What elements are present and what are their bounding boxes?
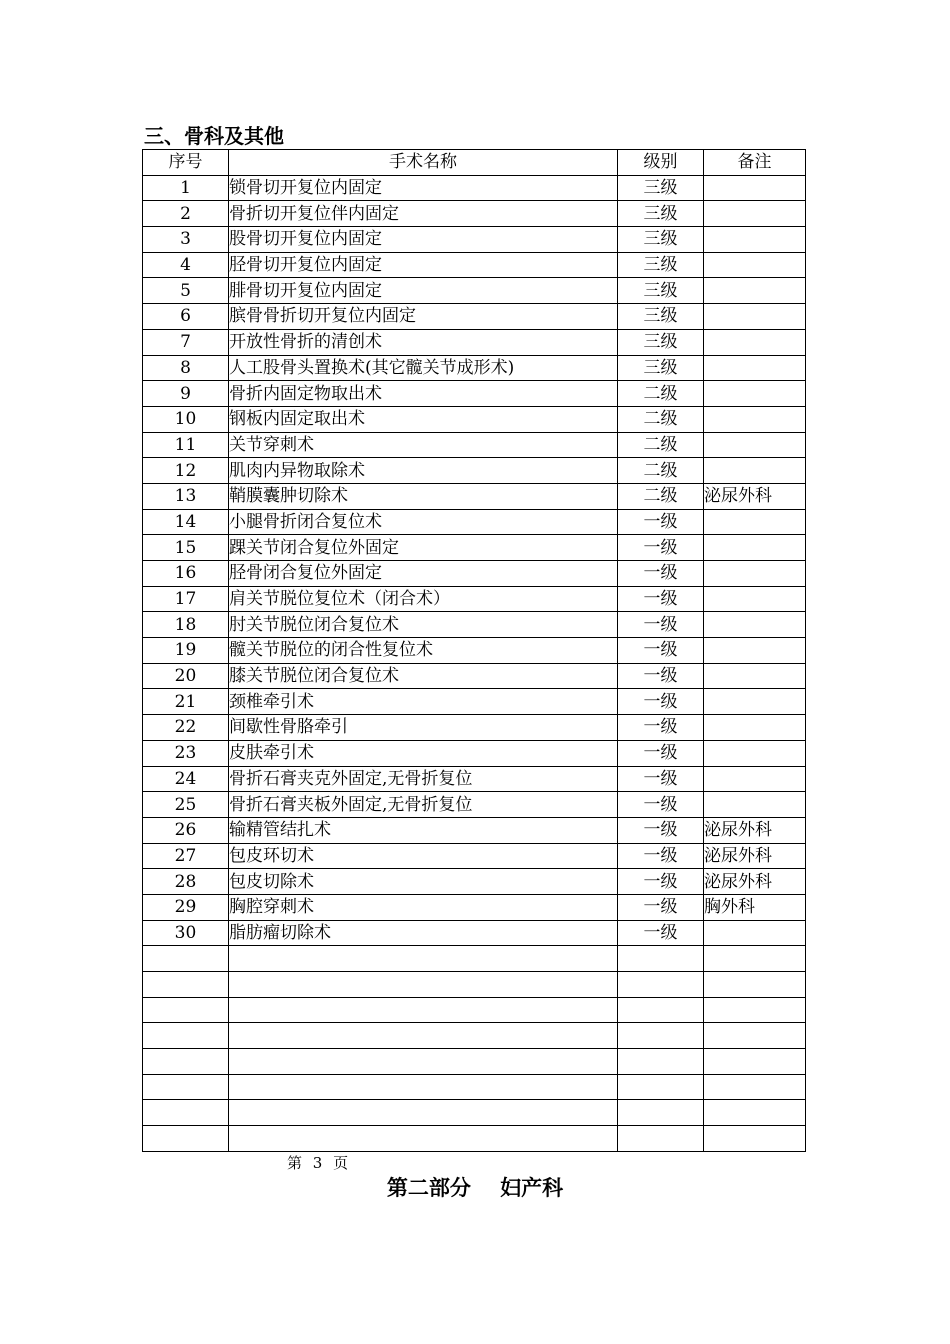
surgery-table [142, 149, 806, 1152]
table-row [143, 869, 806, 895]
table-row [143, 329, 806, 355]
cell-name: 胸腔穿刺术 [229, 894, 618, 920]
cell-no: 2 [143, 201, 229, 227]
table-row [143, 483, 806, 509]
cell-name: 皮肤牵引术 [229, 740, 618, 766]
cell-name: 人工股骨头置换术(其它髋关节成形术) [229, 355, 618, 381]
cell-level: 三级 [618, 329, 704, 355]
cell-name: 包皮环切术 [229, 843, 618, 869]
cell-no: 17 [143, 586, 229, 612]
cell-level: 一级 [618, 561, 704, 587]
cell-no [143, 1023, 229, 1049]
cell-name [229, 1074, 618, 1100]
cell-no: 21 [143, 689, 229, 715]
cell-no: 24 [143, 766, 229, 792]
cell-level: 一级 [618, 740, 704, 766]
cell-name: 颈椎牵引术 [229, 689, 618, 715]
cell-level: 一级 [618, 869, 704, 895]
table-row [143, 843, 806, 869]
cell-note: 泌尿外科 [704, 869, 806, 895]
cell-level: 一级 [618, 766, 704, 792]
cell-level: 一级 [618, 689, 704, 715]
cell-note [704, 175, 806, 201]
table-row [143, 740, 806, 766]
header-level: 级别 [618, 150, 704, 176]
cell-level [618, 946, 704, 972]
table-row [143, 946, 806, 972]
cell-name: 肌肉内异物取除术 [229, 458, 618, 484]
cell-name: 骨折石膏夹板外固定,无骨折复位 [229, 792, 618, 818]
cell-level: 三级 [618, 175, 704, 201]
cell-name: 胫骨切开复位内固定 [229, 252, 618, 278]
cell-no: 9 [143, 381, 229, 407]
cell-note [704, 997, 806, 1023]
table-row [143, 1100, 806, 1126]
cell-name: 钢板内固定取出术 [229, 406, 618, 432]
cell-level: 一级 [618, 612, 704, 638]
cell-name: 间歇性骨胳牵引 [229, 715, 618, 741]
cell-note [704, 278, 806, 304]
cell-no: 26 [143, 817, 229, 843]
cell-no: 27 [143, 843, 229, 869]
cell-no: 3 [143, 227, 229, 253]
cell-note [704, 663, 806, 689]
cell-note: 泌尿外科 [704, 817, 806, 843]
table-row [143, 355, 806, 381]
cell-note [704, 1074, 806, 1100]
cell-name: 脂肪瘤切除术 [229, 920, 618, 946]
cell-level: 二级 [618, 381, 704, 407]
cell-level: 一级 [618, 535, 704, 561]
cell-no [143, 946, 229, 972]
cell-no [143, 1100, 229, 1126]
cell-note [704, 972, 806, 998]
cell-no: 23 [143, 740, 229, 766]
table-row [143, 920, 806, 946]
cell-note [704, 561, 806, 587]
cell-note [704, 766, 806, 792]
cell-level: 三级 [618, 252, 704, 278]
cell-name: 腓骨切开复位内固定 [229, 278, 618, 304]
cell-no: 5 [143, 278, 229, 304]
cell-note [704, 535, 806, 561]
cell-no: 18 [143, 612, 229, 638]
cell-note [704, 715, 806, 741]
cell-name [229, 1023, 618, 1049]
table-row [143, 201, 806, 227]
cell-level [618, 1074, 704, 1100]
table-row [143, 586, 806, 612]
cell-note [704, 792, 806, 818]
part-title: 第二部分 妇产科 [386, 1176, 564, 1200]
cell-name: 小腿骨折闭合复位术 [229, 509, 618, 535]
cell-note [704, 740, 806, 766]
cell-note [704, 638, 806, 664]
cell-level: 二级 [618, 458, 704, 484]
cell-note [704, 920, 806, 946]
cell-level: 三级 [618, 278, 704, 304]
table-body [143, 175, 806, 1151]
cell-note [704, 586, 806, 612]
cell-note [704, 432, 806, 458]
cell-level: 三级 [618, 227, 704, 253]
table-row [143, 817, 806, 843]
cell-no [143, 1074, 229, 1100]
header-note: 备注 [704, 150, 806, 176]
cell-name: 输精管结扎术 [229, 817, 618, 843]
table-row [143, 792, 806, 818]
cell-note [704, 355, 806, 381]
cell-no: 30 [143, 920, 229, 946]
cell-no: 12 [143, 458, 229, 484]
cell-name [229, 946, 618, 972]
cell-level: 三级 [618, 201, 704, 227]
table-row [143, 663, 806, 689]
cell-no: 8 [143, 355, 229, 381]
cell-name: 股骨切开复位内固定 [229, 227, 618, 253]
cell-no: 22 [143, 715, 229, 741]
header-name: 手术名称 [229, 150, 618, 176]
table-row [143, 689, 806, 715]
cell-name: 膝关节脱位闭合复位术 [229, 663, 618, 689]
cell-name: 膑骨骨折切开复位内固定 [229, 304, 618, 330]
table-row [143, 715, 806, 741]
cell-note [704, 1023, 806, 1049]
cell-note [704, 381, 806, 407]
cell-name: 骨折石膏夹克外固定,无骨折复位 [229, 766, 618, 792]
cell-no: 4 [143, 252, 229, 278]
table-row [143, 972, 806, 998]
table-row [143, 304, 806, 330]
cell-note [704, 1100, 806, 1126]
table-row [143, 997, 806, 1023]
cell-no: 19 [143, 638, 229, 664]
cell-level: 一级 [618, 663, 704, 689]
cell-name: 肩关节脱位复位术（闭合术） [229, 586, 618, 612]
cell-no: 10 [143, 406, 229, 432]
cell-name: 肘关节脱位闭合复位术 [229, 612, 618, 638]
cell-no: 14 [143, 509, 229, 535]
table-row [143, 175, 806, 201]
cell-level [618, 1049, 704, 1075]
cell-no: 6 [143, 304, 229, 330]
cell-note [704, 329, 806, 355]
cell-note [704, 227, 806, 253]
cell-level: 三级 [618, 304, 704, 330]
cell-name: 骨折切开复位伴内固定 [229, 201, 618, 227]
table-row [143, 1126, 806, 1152]
cell-no: 11 [143, 432, 229, 458]
cell-level [618, 1100, 704, 1126]
cell-level: 一级 [618, 843, 704, 869]
cell-level [618, 997, 704, 1023]
table-row [143, 252, 806, 278]
cell-no: 20 [143, 663, 229, 689]
cell-note [704, 406, 806, 432]
table-row [143, 458, 806, 484]
table-row [143, 1023, 806, 1049]
cell-level: 一级 [618, 638, 704, 664]
cell-note [704, 252, 806, 278]
cell-note [704, 1126, 806, 1152]
cell-note [704, 509, 806, 535]
cell-name [229, 997, 618, 1023]
cell-no: 29 [143, 894, 229, 920]
cell-no: 25 [143, 792, 229, 818]
table-row [143, 766, 806, 792]
cell-level: 一级 [618, 920, 704, 946]
cell-level: 一级 [618, 509, 704, 535]
cell-name: 胫骨闭合复位外固定 [229, 561, 618, 587]
table-row [143, 638, 806, 664]
cell-level: 二级 [618, 432, 704, 458]
cell-name [229, 972, 618, 998]
cell-name: 踝关节闭合复位外固定 [229, 535, 618, 561]
cell-name: 包皮切除术 [229, 869, 618, 895]
cell-name [229, 1126, 618, 1152]
table-row [143, 561, 806, 587]
cell-note [704, 1049, 806, 1075]
table-row [143, 381, 806, 407]
cell-level: 一级 [618, 894, 704, 920]
header-no: 序号 [143, 150, 229, 176]
cell-no [143, 1049, 229, 1075]
table-row [143, 406, 806, 432]
cell-note: 胸外科 [704, 894, 806, 920]
cell-note [704, 458, 806, 484]
cell-note [704, 304, 806, 330]
table-row [143, 1074, 806, 1100]
cell-name: 锁骨切开复位内固定 [229, 175, 618, 201]
table-row [143, 535, 806, 561]
cell-no [143, 1126, 229, 1152]
table-row [143, 432, 806, 458]
table-row [143, 612, 806, 638]
cell-name [229, 1049, 618, 1075]
cell-level: 二级 [618, 483, 704, 509]
cell-level [618, 1023, 704, 1049]
cell-note [704, 201, 806, 227]
table-row [143, 278, 806, 304]
cell-name: 开放性骨折的清创术 [229, 329, 618, 355]
cell-no: 7 [143, 329, 229, 355]
page-number: 第 3 页 [287, 1154, 349, 1172]
table-row [143, 509, 806, 535]
cell-note [704, 689, 806, 715]
cell-name: 关节穿刺术 [229, 432, 618, 458]
table-row [143, 227, 806, 253]
cell-level: 一级 [618, 715, 704, 741]
table-header-row [143, 150, 806, 176]
cell-level [618, 972, 704, 998]
cell-name: 髋关节脱位的闭合性复位术 [229, 638, 618, 664]
cell-level: 二级 [618, 406, 704, 432]
cell-level: 一级 [618, 817, 704, 843]
section-title: 三、骨科及其他 [144, 124, 284, 148]
cell-no: 13 [143, 483, 229, 509]
cell-note: 泌尿外科 [704, 483, 806, 509]
cell-note [704, 612, 806, 638]
table-row [143, 1049, 806, 1075]
cell-note [704, 946, 806, 972]
cell-level [618, 1126, 704, 1152]
table-row [143, 894, 806, 920]
cell-level: 三级 [618, 355, 704, 381]
cell-name: 鞘膜囊肿切除术 [229, 483, 618, 509]
cell-no: 16 [143, 561, 229, 587]
cell-no: 15 [143, 535, 229, 561]
cell-no: 1 [143, 175, 229, 201]
cell-no [143, 972, 229, 998]
cell-no [143, 997, 229, 1023]
cell-name [229, 1100, 618, 1126]
cell-note: 泌尿外科 [704, 843, 806, 869]
cell-level: 一级 [618, 792, 704, 818]
cell-level: 一级 [618, 586, 704, 612]
cell-no: 28 [143, 869, 229, 895]
cell-name: 骨折内固定物取出术 [229, 381, 618, 407]
